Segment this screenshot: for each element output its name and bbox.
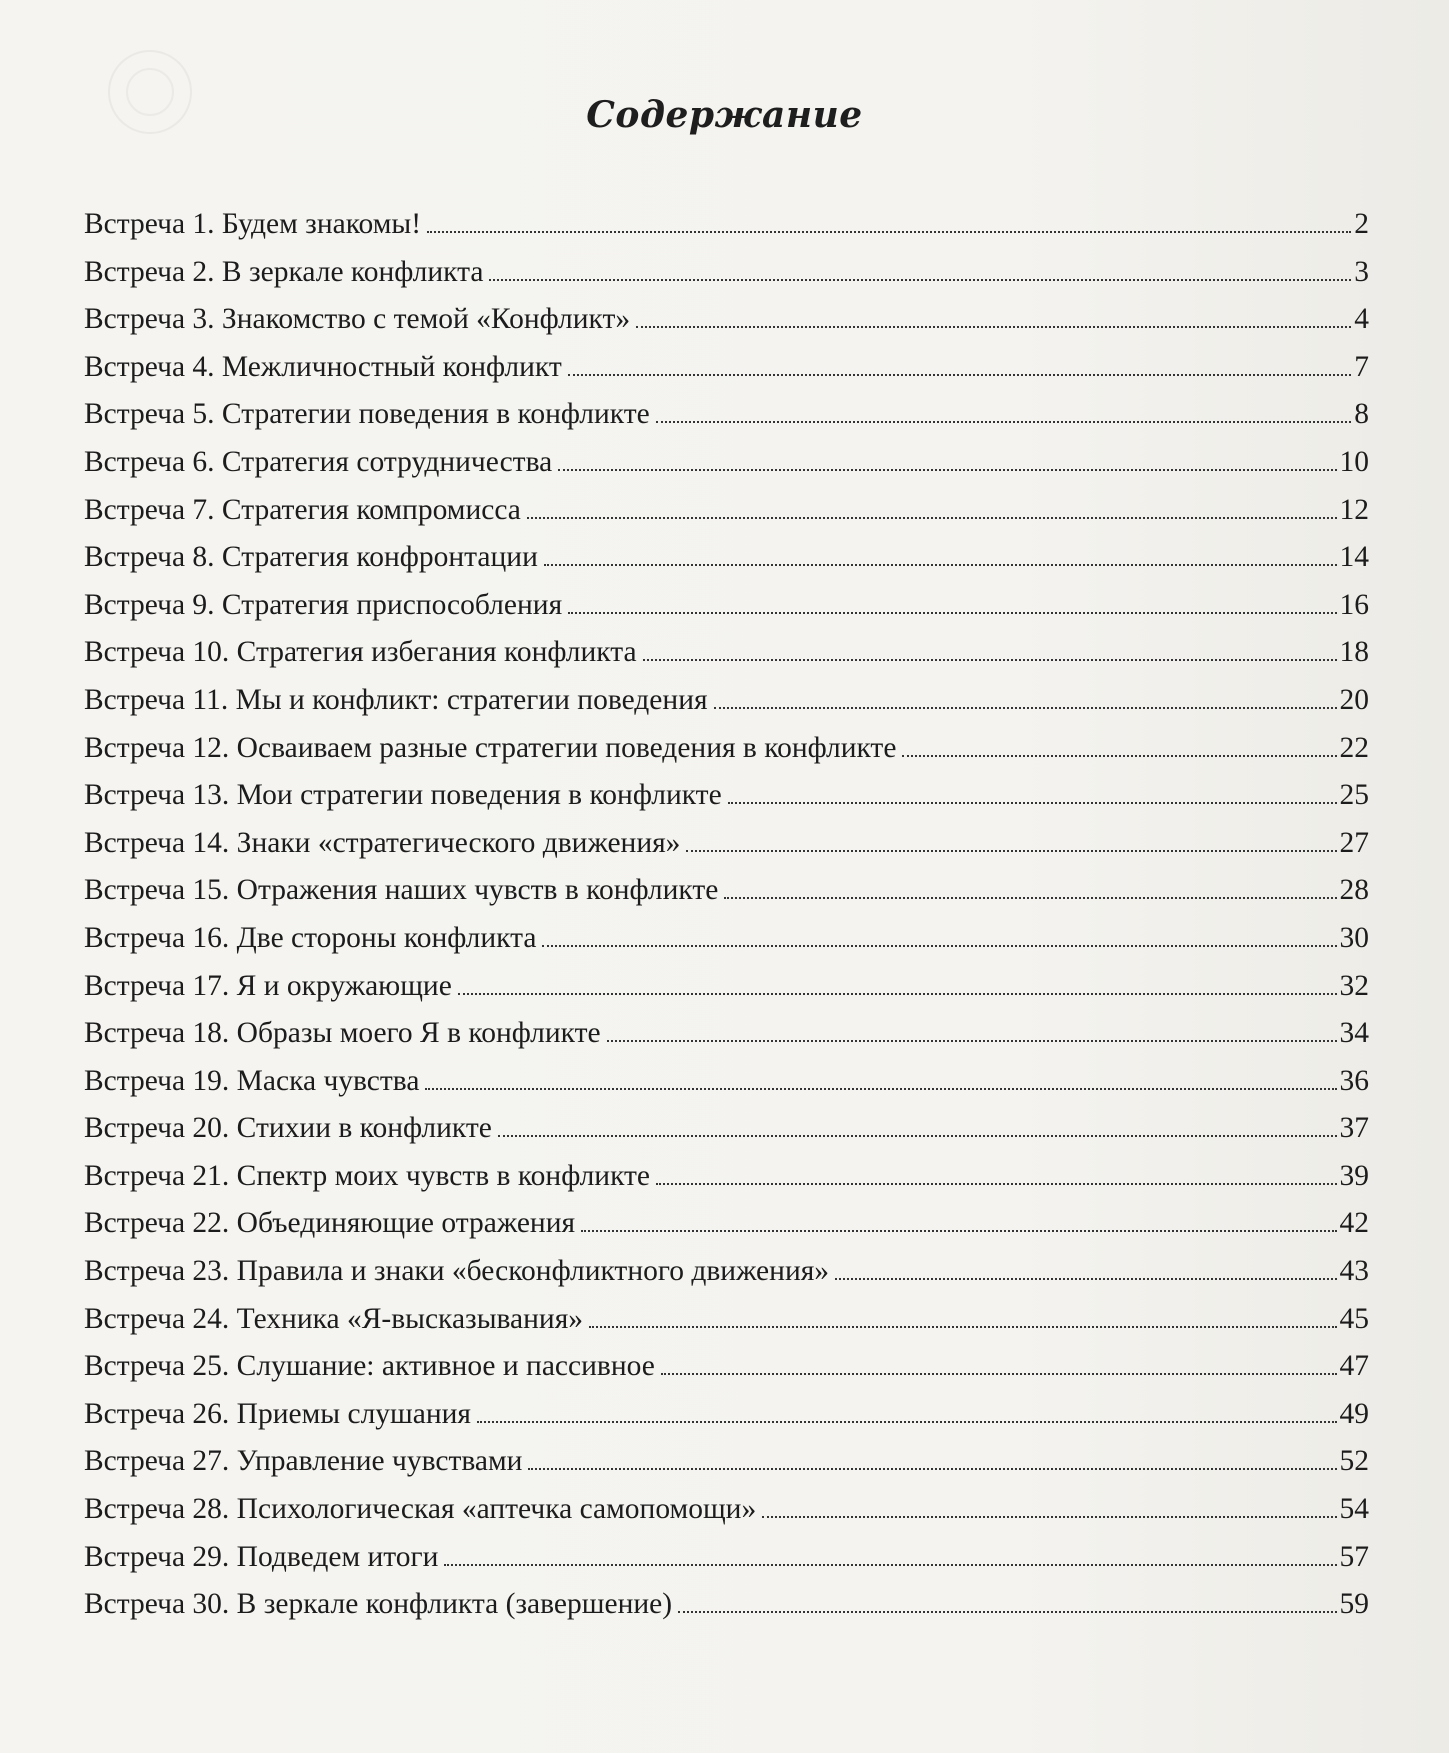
toc-dot-leader [724, 897, 1336, 899]
toc-entry [84, 1209, 1369, 1257]
toc-entry-title: Встреча 29. Подведем итоги [84, 1540, 439, 1573]
toc-entry [84, 350, 1369, 401]
toc-entry-page-number: 3 [1354, 255, 1369, 288]
toc-entry [84, 305, 1369, 353]
toc-entry-page-number: 49 [1339, 1397, 1369, 1430]
toc-dot-leader [568, 612, 1336, 614]
toc-entry-title: Встреча 2. В зеркале конфликта [84, 255, 484, 288]
toc-entry-title: Встреча 22. Объединяющие отражения [84, 1207, 576, 1240]
toc-dot-leader [686, 850, 1336, 852]
toc-entry [84, 1302, 1369, 1353]
toc-entry-page-number: 54 [1339, 1493, 1369, 1526]
toc-dot-leader [489, 279, 1351, 281]
toc-entry-title: Встреча 26. Приемы слушания [84, 1397, 472, 1430]
toc-entry-title: Встреча 1. Будем знакомы! [84, 208, 422, 240]
toc-entry-page-number: 8 [1354, 398, 1369, 431]
toc-dot-leader [728, 802, 1337, 804]
toc-entry-page-number: 42 [1339, 1207, 1369, 1240]
toc-entry [84, 826, 1369, 877]
toc-entry-page-number: 28 [1339, 874, 1369, 907]
toc-dot-leader [636, 326, 1351, 328]
toc-entry [84, 921, 1369, 972]
toc-entry-title: Встреча 15. Отражения наших чувств в конфликте [84, 874, 719, 907]
toc-entry-page-number: 25 [1339, 779, 1369, 812]
toc-dot-leader [643, 659, 1337, 661]
toc-entry [84, 493, 1369, 544]
toc-entry-title: Встреча 3. Знакомство с темой «Конфликт» [84, 303, 631, 336]
toc-entry-title: Встреча 16. Две стороны конфликта [84, 921, 537, 954]
toc-entry-title: Встреча 5. Стратегии поведения в конфликте [84, 398, 650, 431]
toc-entry-title: Встреча 19. Маска чувства [84, 1064, 420, 1097]
toc-dot-leader [656, 1183, 1336, 1185]
toc-entry-title: Встреча 23. Правила и знаки «бесконфликтного движения» [84, 1255, 830, 1288]
toc-entry [84, 1397, 1369, 1448]
toc-entry-page-number: 34 [1339, 1017, 1369, 1050]
toc-entry-title: Встреча 24. Техника «Я-высказывания» [84, 1302, 584, 1335]
toc-entry-page-number: 57 [1339, 1540, 1369, 1573]
toc-entry-page-number: 4 [1354, 303, 1369, 336]
toc-entry-page-number: 14 [1339, 541, 1369, 574]
toc-entry [84, 1064, 1369, 1115]
toc-entry [84, 543, 1369, 591]
table-of-contents [84, 210, 1369, 1638]
toc-dot-leader [544, 564, 1337, 566]
toc-entry-page-number: 12 [1339, 493, 1369, 526]
toc-dot-leader [425, 1088, 1336, 1090]
toc-entry [84, 876, 1369, 924]
toc-dot-leader [589, 1326, 1336, 1328]
toc-dot-leader [678, 1611, 1336, 1613]
toc-entry-title: Встреча 6. Стратегия сотрудничества [84, 445, 553, 478]
toc-entry [84, 1114, 1369, 1162]
toc-entry-title: Встреча 18. Образы моего Я в конфликте [84, 1017, 601, 1050]
toc-dot-leader [661, 1373, 1337, 1375]
toc-entry [84, 1352, 1369, 1400]
toc-entry [84, 683, 1369, 734]
toc-entry-page-number: 45 [1339, 1302, 1369, 1335]
toc-entry-title: Встреча 11. Мы и конфликт: стратегии поведения [84, 683, 708, 716]
toc-entry [84, 1590, 1369, 1638]
toc-entry-title: Встреча 4. Межличностный конфликт [84, 350, 562, 383]
toc-entry-title: Встреча 21. Спектр моих чувств в конфликте [84, 1159, 651, 1192]
toc-dot-leader [528, 1468, 1336, 1470]
toc-entry [84, 445, 1369, 496]
toc-entry-title: Встреча 9. Стратегия приспособления [84, 588, 563, 621]
toc-entry [84, 1447, 1369, 1495]
toc-entry-title: Встреча 13. Мои стратегии поведения в конфликте [84, 779, 722, 812]
toc-dot-leader [477, 1421, 1336, 1423]
toc-entry [84, 781, 1369, 829]
toc-entry [84, 1495, 1369, 1543]
toc-dot-leader [427, 231, 1351, 233]
toc-entry [84, 1019, 1369, 1067]
toc-entry-title: Встреча 12. Осваиваем разные стратегии поведения в конфликте [84, 731, 897, 764]
toc-entry-title: Встреча 14. Знаки «стратегического движения» [84, 826, 681, 859]
toc-dot-leader [607, 1040, 1337, 1042]
toc-entry-page-number: 39 [1339, 1159, 1369, 1192]
toc-entry [84, 1159, 1369, 1210]
toc-entry-page-number: 30 [1339, 921, 1369, 954]
toc-dot-leader [714, 707, 1337, 709]
toc-dot-leader [835, 1278, 1336, 1280]
toc-dot-leader [902, 755, 1336, 757]
toc-entry-title: Встреча 30. В зеркале конфликта (завершение) [84, 1588, 673, 1621]
toc-entry [84, 210, 1369, 258]
toc-entry-page-number: 10 [1339, 445, 1369, 478]
toc-entry-page-number: 59 [1339, 1588, 1369, 1621]
toc-entry [84, 731, 1369, 782]
toc-entry [84, 588, 1369, 639]
toc-entry-title: Встреча 25. Слушание: активное и пассивное [84, 1350, 655, 1383]
toc-entry-page-number: 43 [1339, 1255, 1369, 1288]
toc-dot-leader [558, 469, 1336, 471]
toc-dot-leader [498, 1135, 1337, 1137]
toc-entry [84, 1257, 1369, 1305]
page-title: Содержание [586, 94, 863, 137]
toc-entry-page-number: 27 [1339, 826, 1369, 859]
toc-dot-leader [568, 374, 1352, 376]
toc-dot-leader [762, 1516, 1336, 1518]
toc-entry-title: Встреча 8. Стратегия конфронтации [84, 541, 538, 574]
toc-entry [84, 969, 1369, 1020]
toc-entry-page-number: 16 [1339, 588, 1369, 621]
toc-dot-leader [656, 421, 1352, 423]
toc-entry-page-number: 20 [1339, 683, 1369, 716]
toc-dot-leader [444, 1564, 1336, 1566]
toc-dot-leader [581, 1230, 1336, 1232]
toc-entry-page-number: 52 [1339, 1445, 1369, 1478]
toc-entry [84, 255, 1369, 306]
toc-entry-page-number: 22 [1339, 731, 1369, 764]
toc-entry-page-number: 2 [1354, 208, 1369, 240]
toc-entry-title: Встреча 28. Психологическая «аптечка самопомощи» [84, 1493, 757, 1526]
toc-entry-page-number: 47 [1339, 1350, 1369, 1383]
toc-entry-title: Встреча 27. Управление чувствами [84, 1445, 523, 1478]
toc-entry-page-number: 37 [1339, 1112, 1369, 1145]
toc-entry [84, 1540, 1369, 1591]
toc-entry-page-number: 36 [1339, 1064, 1369, 1097]
toc-entry-title: Встреча 7. Стратегия компромисса [84, 493, 521, 526]
toc-entry-page-number: 32 [1339, 969, 1369, 1002]
toc-dot-leader [542, 945, 1336, 947]
toc-entry-title: Встреча 10. Стратегия избегания конфликта [84, 636, 637, 669]
toc-entry-page-number: 18 [1339, 636, 1369, 669]
toc-dot-leader [527, 517, 1337, 519]
toc-entry [84, 400, 1369, 448]
toc-dot-leader [458, 993, 1337, 995]
toc-entry-title: Встреча 17. Я и окружающие [84, 969, 452, 1002]
toc-entry [84, 638, 1369, 686]
toc-entry-title: Встреча 20. Стихии в конфликте [84, 1112, 492, 1145]
toc-entry-page-number: 7 [1354, 350, 1369, 383]
